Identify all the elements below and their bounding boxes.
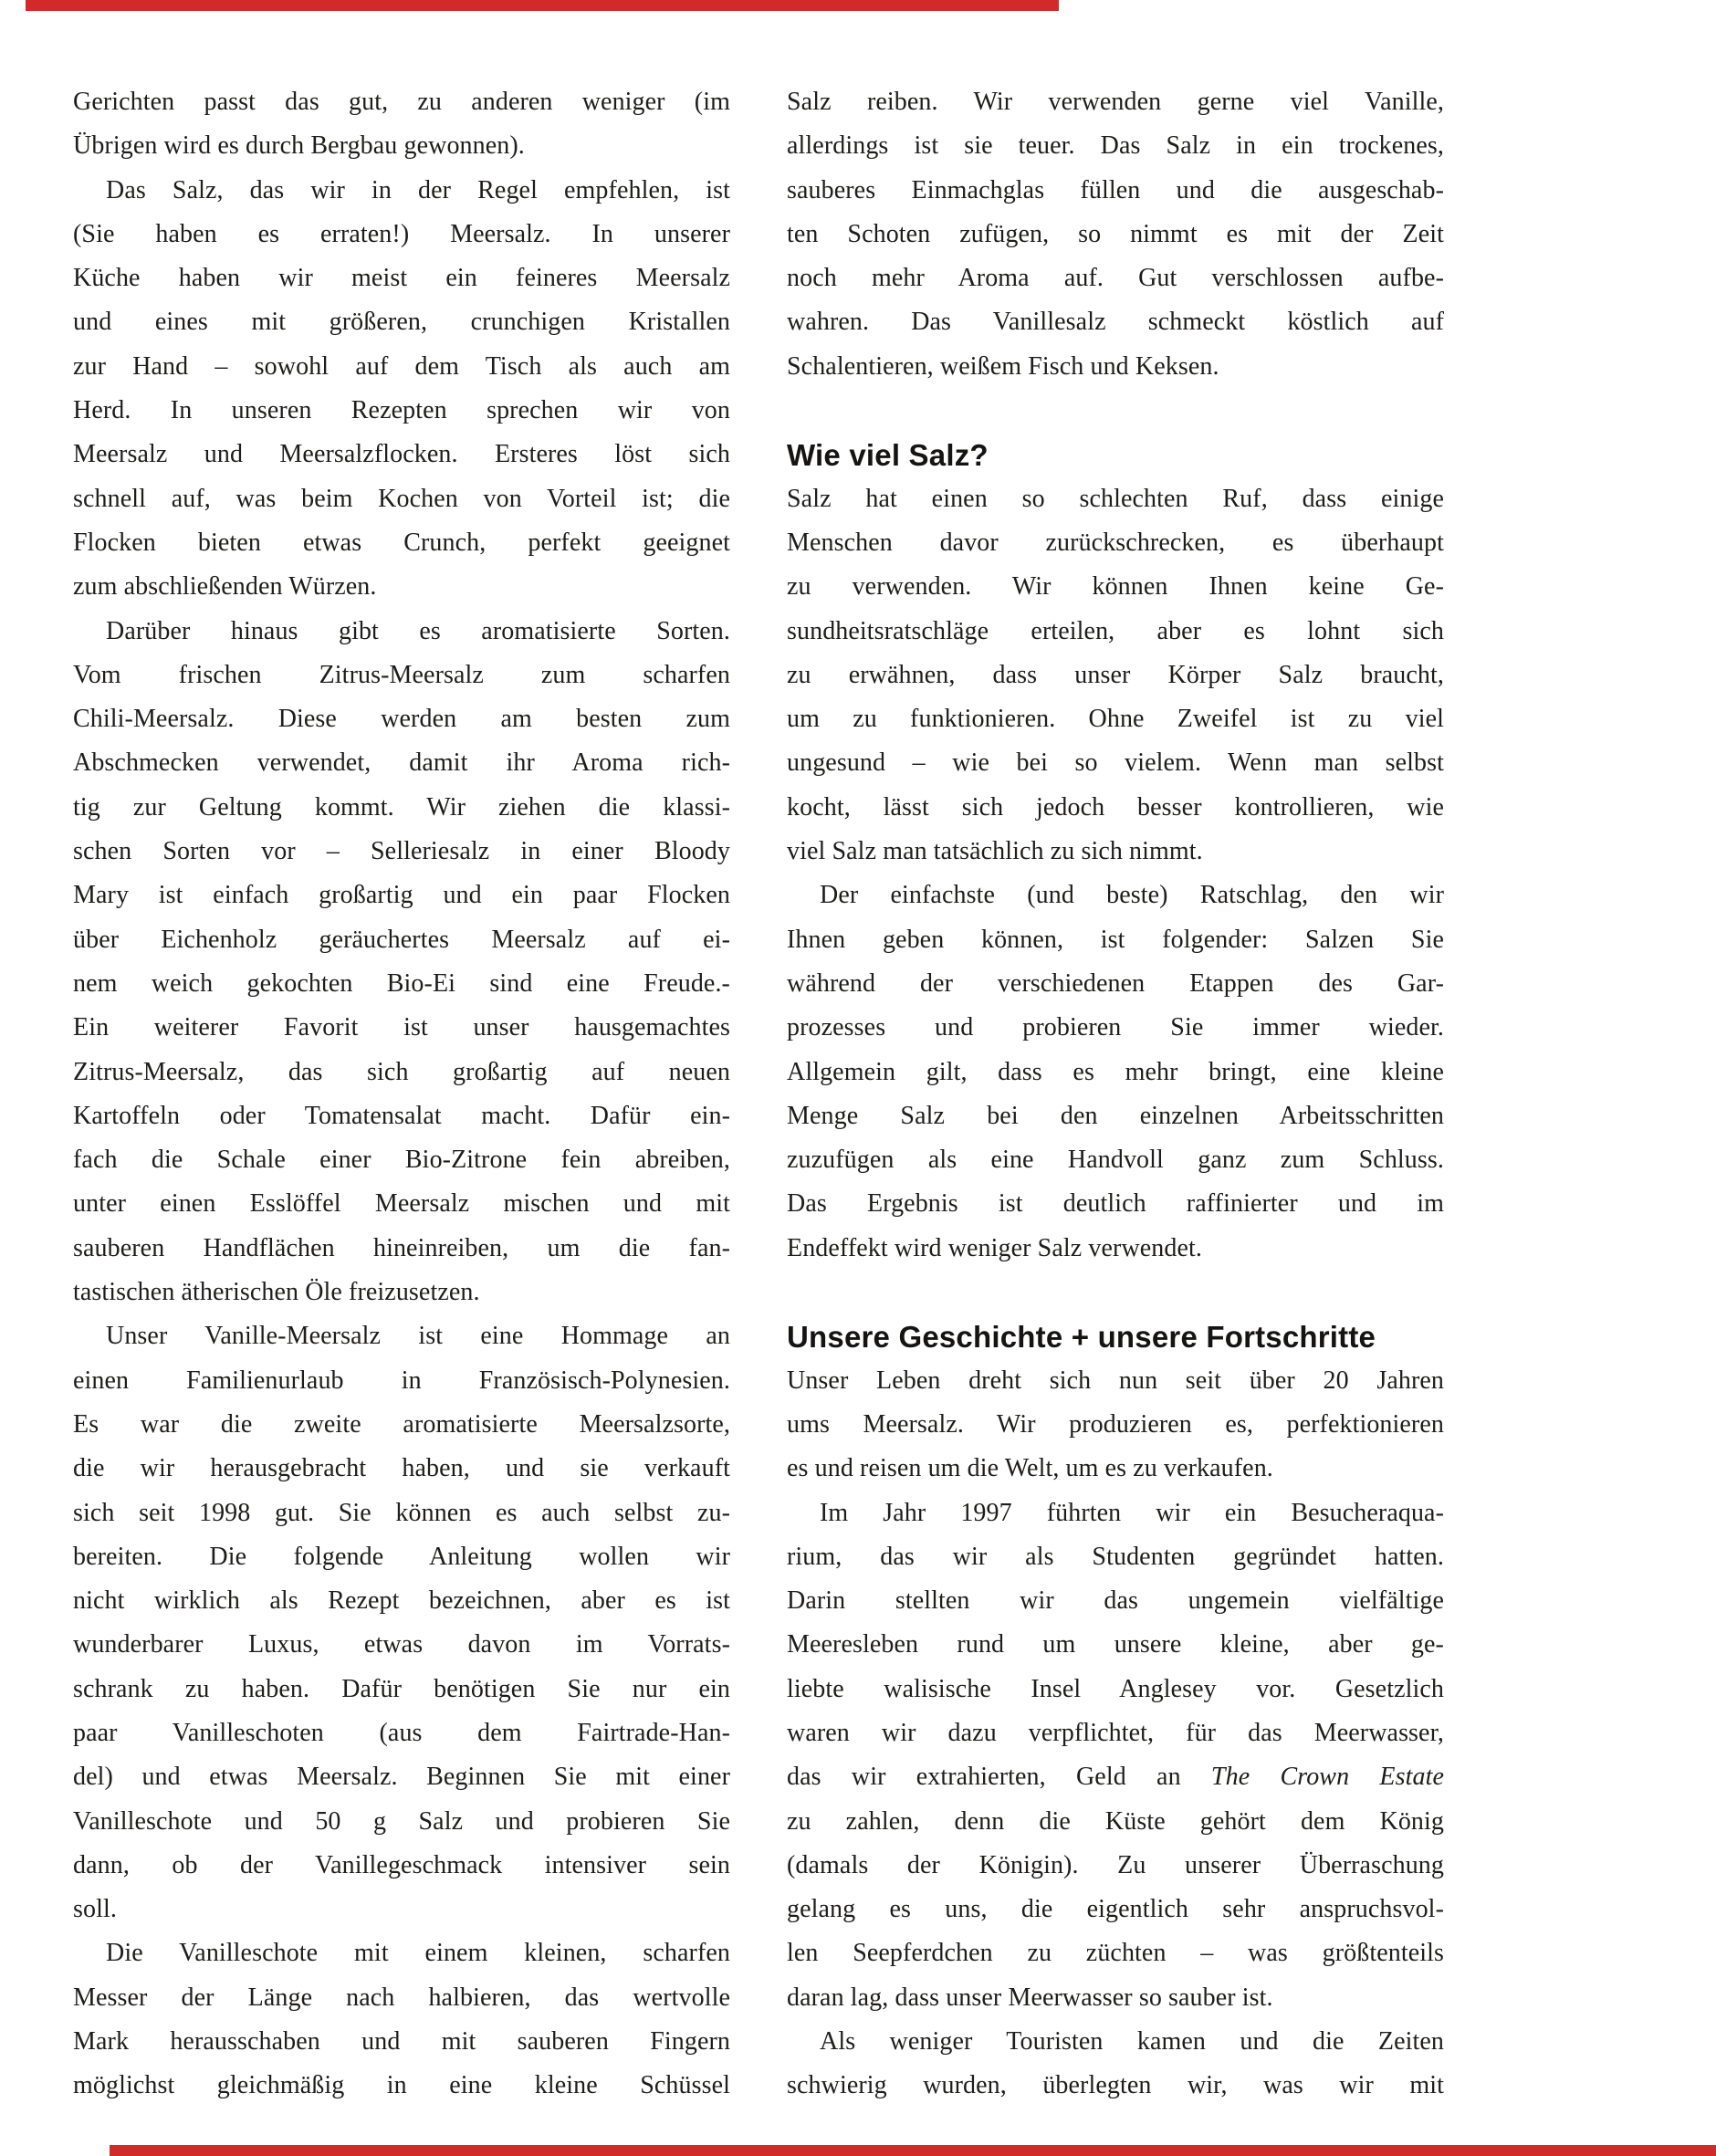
text-line: Mark herausschaben und mit sauberen Fingern — [73, 2027, 730, 2057]
text-line: Die Vanilleschote mit einem kleinen, scharfen — [106, 1939, 730, 1968]
text-line: Endeffekt wird weniger Salz verwendet. — [787, 1233, 1202, 1262]
text-line: Chili-Meersalz. Diese werden am besten zum — [73, 705, 730, 734]
text-line: es und reisen um die Welt, um es zu verkaufen. — [787, 1454, 1273, 1483]
text-line: rium, das wir als Studenten gegründet hatten. — [787, 1542, 1444, 1571]
text-line: fach die Schale einer Bio-Zitrone fein abreiben, — [73, 1146, 730, 1175]
text-line: Darüber hinaus gibt es aromatisierte Sorten. — [106, 616, 730, 645]
text-line: Darin stellten wir das ungemein vielfältige — [787, 1586, 1444, 1616]
text-line: kocht, lässt sich jedoch besser kontrollieren, wie — [787, 792, 1444, 822]
text-line: dann, ob der Vanillegeschmack intensiver sein — [73, 1850, 730, 1879]
text-segment: das wir extrahierten, Geld an — [787, 1763, 1211, 1792]
text-line: (damals der Königin). Zu unserer Überraschung — [787, 1850, 1444, 1879]
text-line: Salz reiben. Wir verwenden gerne viel Vanille, — [787, 88, 1444, 116]
text-line: Meeresleben rund um unsere kleine, aber ge- — [787, 1630, 1444, 1659]
text-line: Herd. In unseren Rezepten sprechen wir von — [73, 396, 730, 425]
text-line: prozesses und probieren Sie immer wieder. — [787, 1013, 1444, 1042]
text-line: Küche haben wir meist ein feineres Meersalz — [73, 264, 730, 293]
text-line: Zitrus-Meersalz, das sich großartig auf neuen — [73, 1057, 730, 1086]
text-line: zum abschließenden Würzen. — [73, 572, 377, 602]
text-line: zu zahlen, denn die Küste gehört dem König — [787, 1806, 1444, 1836]
text-line: Flocken bieten etwas Crunch, perfekt geeignet — [73, 528, 730, 557]
text-line: bereiten. Die folgende Anleitung wollen wir — [73, 1542, 730, 1571]
text-line: Kartoffeln oder Tomatensalat macht. Dafür ein- — [73, 1101, 730, 1130]
text-line: Messer der Länge nach halbieren, das wertvolle — [73, 1983, 730, 2012]
text-line: soll. — [73, 1895, 117, 1924]
text-line: Unser Leben dreht sich nun seit über 20 Jahren — [787, 1366, 1444, 1395]
text-line: zu erwähnen, dass unser Körper Salz braucht, — [787, 660, 1444, 689]
text-line: möglichst gleichmäßig in eine kleine Schüssel — [73, 2071, 730, 2100]
text-line: sauberen Handflächen hineinreiben, um die fan- — [73, 1233, 730, 1262]
text-line: Übrigen wird es durch Bergbau gewonnen). — [73, 131, 525, 161]
section-heading: Unsere Geschichte + unsere Fortschritte — [787, 1320, 1376, 1355]
text-line: ten Schoten zufügen, so nimmt es mit der Zeit — [787, 219, 1444, 248]
text-line: Vanilleschote und 50 g Salz und probieren Sie — [73, 1806, 730, 1836]
text-line: über Eichenholz geräuchertes Meersalz auf ei- — [73, 925, 730, 954]
right-text-column — [787, 80, 1444, 2109]
text-line: del) und etwas Meersalz. Beginnen Sie mit einer — [73, 1763, 730, 1792]
text-line: die wir herausgebracht haben, und sie verkauft — [73, 1454, 730, 1483]
text-line: gelang es uns, die eigentlich sehr anspruchsvol- — [787, 1895, 1444, 1924]
text-line: Gerichten passt das gut, zu anderen weniger (im — [73, 88, 730, 116]
text-line: ungesund – wie bei so vielem. Wenn man selbst — [787, 748, 1444, 778]
text-line: um zu funktionieren. Ohne Zweifel ist zu viel — [787, 705, 1444, 734]
text-line: Das Salz, das wir in der Regel empfehlen, ist — [106, 175, 730, 204]
text-line: Ihnen geben können, ist folgender: Salzen Sie — [787, 925, 1444, 954]
text-line: während der verschiedenen Etappen des Gar- — [787, 968, 1444, 998]
spacer-row — [787, 389, 1444, 433]
text-line: allerdings ist sie teuer. Das Salz in ein trockenes, — [787, 131, 1444, 161]
text-line: unter einen Esslöffel Meersalz mischen und mit — [73, 1189, 730, 1219]
text-line: paar Vanilleschoten (aus dem Fairtrade-Han- — [73, 1718, 730, 1747]
text-line: sundheitsratschläge erteilen, aber es lohnt sich — [787, 616, 1444, 645]
text-line: waren wir dazu verpflichtet, für das Meerwasser, — [787, 1718, 1444, 1747]
section-heading: Wie viel Salz? — [787, 438, 989, 473]
text-line: und eines mit größeren, crunchigen Kristallen — [73, 308, 730, 337]
text-line — [787, 1755, 1444, 1799]
text-line: zuzufügen als eine Handvoll ganz zum Schluss. — [787, 1146, 1444, 1175]
text-line: (Sie haben es erraten!) Meersalz. In unserer — [73, 219, 730, 248]
text-line: tig zur Geltung kommt. Wir ziehen die klassi- — [73, 792, 730, 822]
text-line: Mary ist einfach großartig und ein paar Flocken — [73, 881, 730, 910]
left-text-column — [73, 80, 730, 2109]
text-line: Menschen davor zurückschrecken, es überhaupt — [787, 528, 1444, 557]
text-line: Menge Salz bei den einzelnen Arbeitsschritten — [787, 1101, 1444, 1130]
text-line: Vom frischen Zitrus-Meersalz zum scharfen — [73, 660, 730, 689]
text-line: Abschmecken verwendet, damit ihr Aroma rich- — [73, 748, 730, 778]
text-line: tastischen ätherischen Öle freizusetzen. — [73, 1278, 480, 1307]
text-line: len Seepferdchen zu züchten – was größtenteils — [787, 1939, 1444, 1968]
text-line: sich seit 1998 gut. Sie können es auch selbst zu- — [73, 1498, 730, 1527]
text-line: wunderbarer Luxus, etwas davon im Vorrats- — [73, 1630, 730, 1659]
italic-text-segment: The Crown Estate — [1210, 1763, 1444, 1792]
text-line: Es war die zweite aromatisierte Meersalzsorte, — [73, 1409, 730, 1439]
text-line: schrank zu haben. Dafür benötigen Sie nur ein — [73, 1674, 730, 1703]
text-line: nicht wirklich als Rezept bezeichnen, aber es ist — [73, 1586, 730, 1616]
text-line: Im Jahr 1997 führten wir ein Besucheraqua- — [820, 1498, 1444, 1527]
text-line: schen Sorten vor – Selleriesalz in einer Bloody — [73, 837, 730, 866]
text-line: viel Salz man tatsächlich zu sich nimmt. — [787, 837, 1203, 866]
text-line: ums Meersalz. Wir produzieren es, perfektionieren — [787, 1409, 1444, 1439]
top-red-rule — [26, 0, 1059, 11]
text-line: Ein weiterer Favorit ist unser hausgemachtes — [73, 1013, 730, 1042]
spacer-row — [787, 1271, 1444, 1314]
text-line: Schalentieren, weißem Fisch und Keksen. — [787, 351, 1219, 381]
text-line: noch mehr Aroma auf. Gut verschlossen aufbe- — [787, 264, 1444, 293]
text-line: Der einfachste (und beste) Ratschlag, den wir — [820, 881, 1444, 910]
text-line: zur Hand – sowohl auf dem Tisch als auch am — [73, 351, 730, 381]
text-line: Das Ergebnis ist deutlich raffinierter und im — [787, 1189, 1444, 1219]
text-line: einen Familienurlaub in Französisch-Polynesien. — [73, 1366, 730, 1395]
text-line: wahren. Das Vanillesalz schmeckt köstlich auf — [787, 308, 1444, 337]
bottom-red-rule — [110, 2145, 1716, 2156]
text-line: Allgemein gilt, dass es mehr bringt, eine kleine — [787, 1057, 1444, 1086]
text-line: zu verwenden. Wir können Ihnen keine Ge- — [787, 572, 1444, 602]
text-line: daran lag, dass unser Meerwasser so sauber ist. — [787, 1983, 1273, 2012]
text-line: Als weniger Touristen kamen und die Zeiten — [820, 2027, 1444, 2057]
text-line: Salz hat einen so schlechten Ruf, dass einige — [787, 484, 1444, 513]
text-line: Unser Vanille-Meersalz ist eine Hommage an — [106, 1322, 730, 1351]
text-line: Meersalz und Meersalzflocken. Ersteres löst sich — [73, 440, 730, 469]
text-line: nem weich gekochten Bio-Ei sind eine Freude.- — [73, 968, 730, 998]
text-line: sauberes Einmachglas füllen und die ausgeschab- — [787, 175, 1444, 204]
text-line: schnell auf, was beim Kochen von Vorteil ist; die — [73, 484, 730, 513]
text-line: schwierig wurden, überlegten wir, was wir mit — [787, 2071, 1444, 2100]
text-line: liebte walisische Insel Anglesey vor. Gesetzlich — [787, 1674, 1444, 1703]
